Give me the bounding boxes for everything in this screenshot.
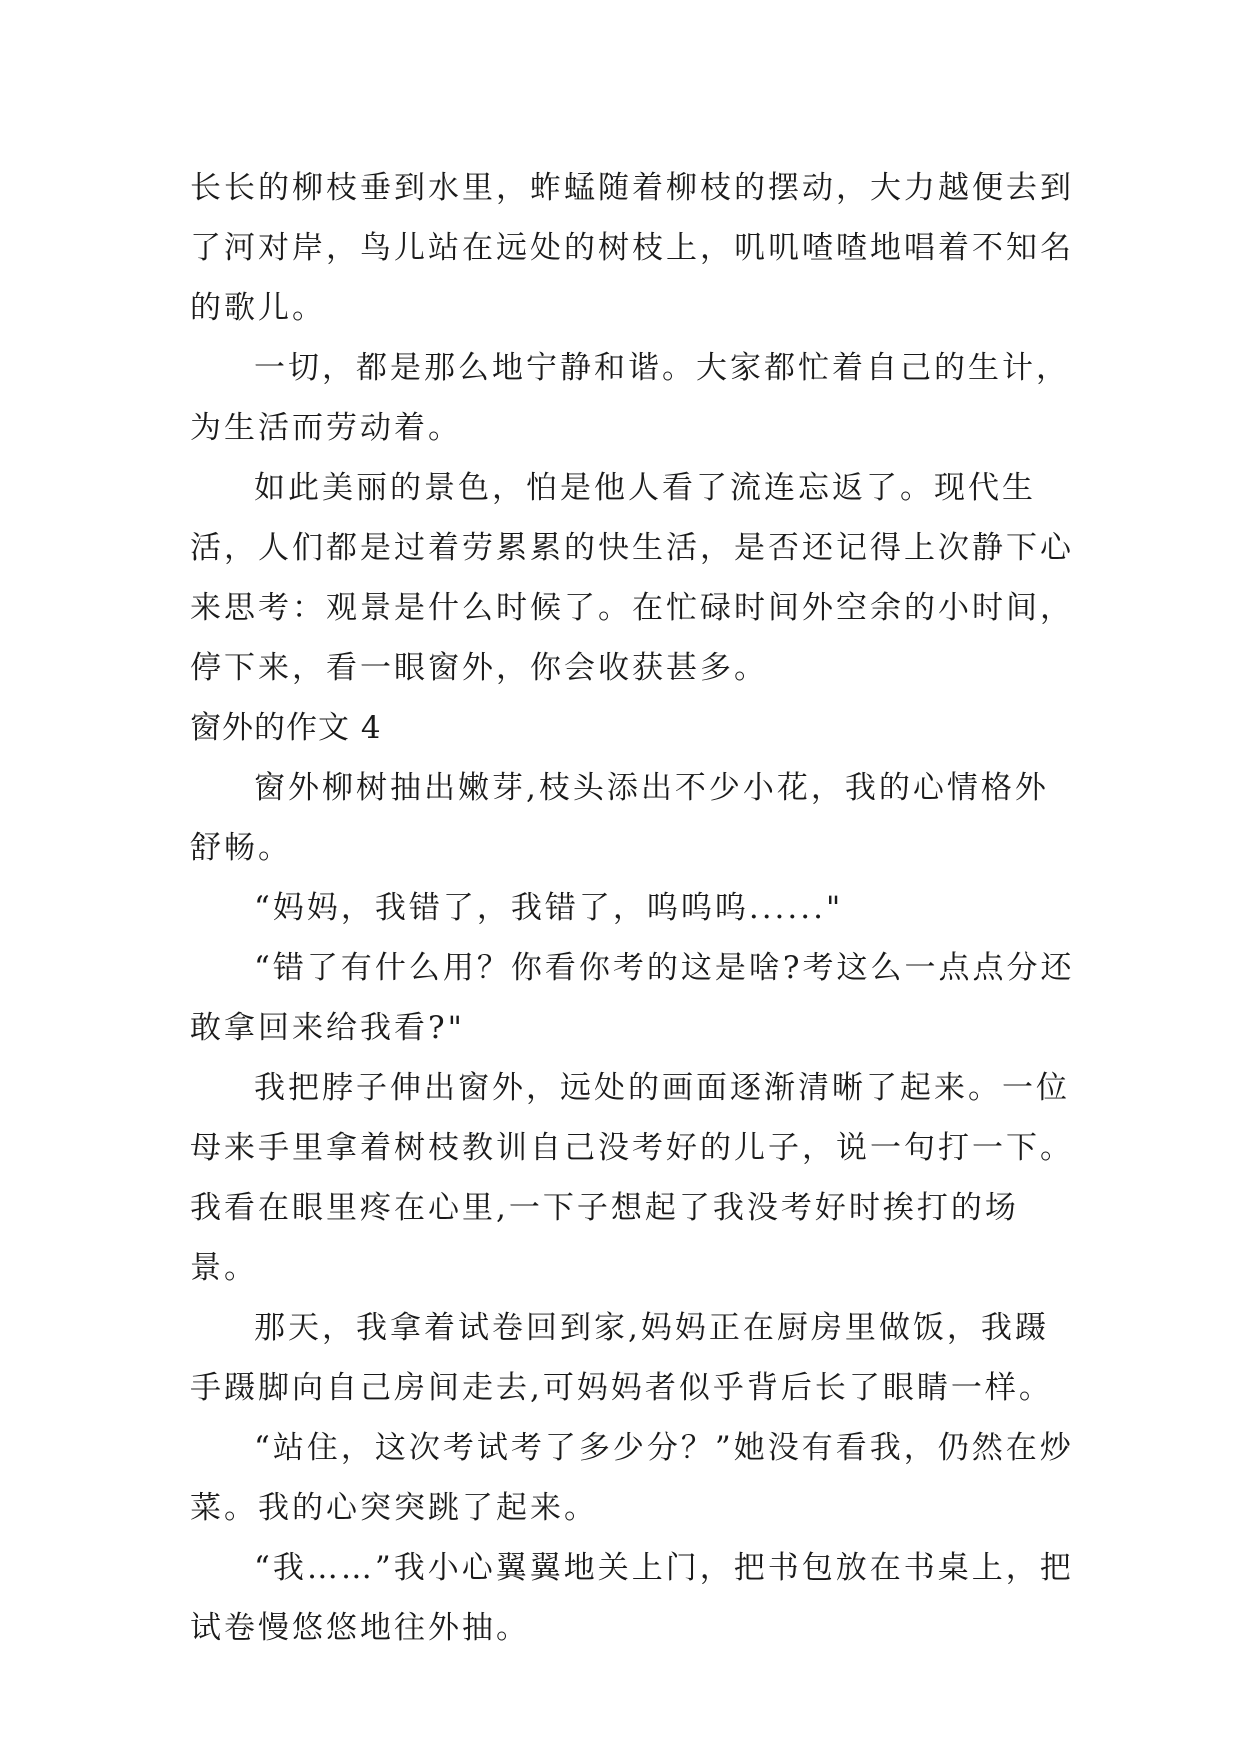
section-heading: 窗外的作文 4 [190,710,382,746]
paragraph-that-day: 那天，我拿着试卷回到家,妈妈正在厨房里做饭，我蹑手蹑脚向自己房间走去,可妈妈者似乎背后长了眼睛一样。 [190,1310,1053,1406]
paragraph-stop: “站住，这次考试考了多少分？”她没有看我，仍然在炒菜。我的心突突跳了起来。 [190,1430,1074,1526]
paragraph-willow: 长长的柳枝垂到水里，蚱蜢随着柳枝的摆动，大力越便去到了河对岸，鸟儿站在远处的树枝上，叽叽喳喳地唱着不知名的歌儿。 [190,170,1074,326]
paragraph-scolding: “错了有什么用？你看你考的这是啥?考这么一点点分还敢拿回来给我看?" [190,950,1075,1046]
paragraph-scenery: 如此美丽的景色，怕是他人看了流连忘返了。现代生活，人们都是过着劳累累的快生活，是否还记得上次静下心来思考：观景是什么时候了。在忙碌时间外空余的小时间，停下来，看一眼窗外，你会收获甚多。 [190,470,1074,686]
paragraph-window-view: 我把脖子伸出窗外，远处的画面逐渐清晰了起来。一位母来手里拿着树枝教训自己没考好的儿子，说一句打一下。我看在眼里疼在心里,一下子想起了我没考好时挨打的场景。 [190,1070,1074,1286]
paragraph-crying: “妈妈，我错了，我错了，呜呜呜......" [254,890,844,926]
document-body [190,158,1080,1658]
paragraph-careful: “我……”我小心翼翼地关上门，把书包放在书桌上，把试卷慢悠悠地往外抽。 [190,1550,1074,1646]
paragraph-buds: 窗外柳树抽出嫩芽,枝头添出不少小花，我的心情格外舒畅。 [190,770,1049,866]
paragraph-harmony: 一切，都是那么地宁静和谐。大家都忙着自己的生计，为生活而劳动着。 [190,350,1070,446]
